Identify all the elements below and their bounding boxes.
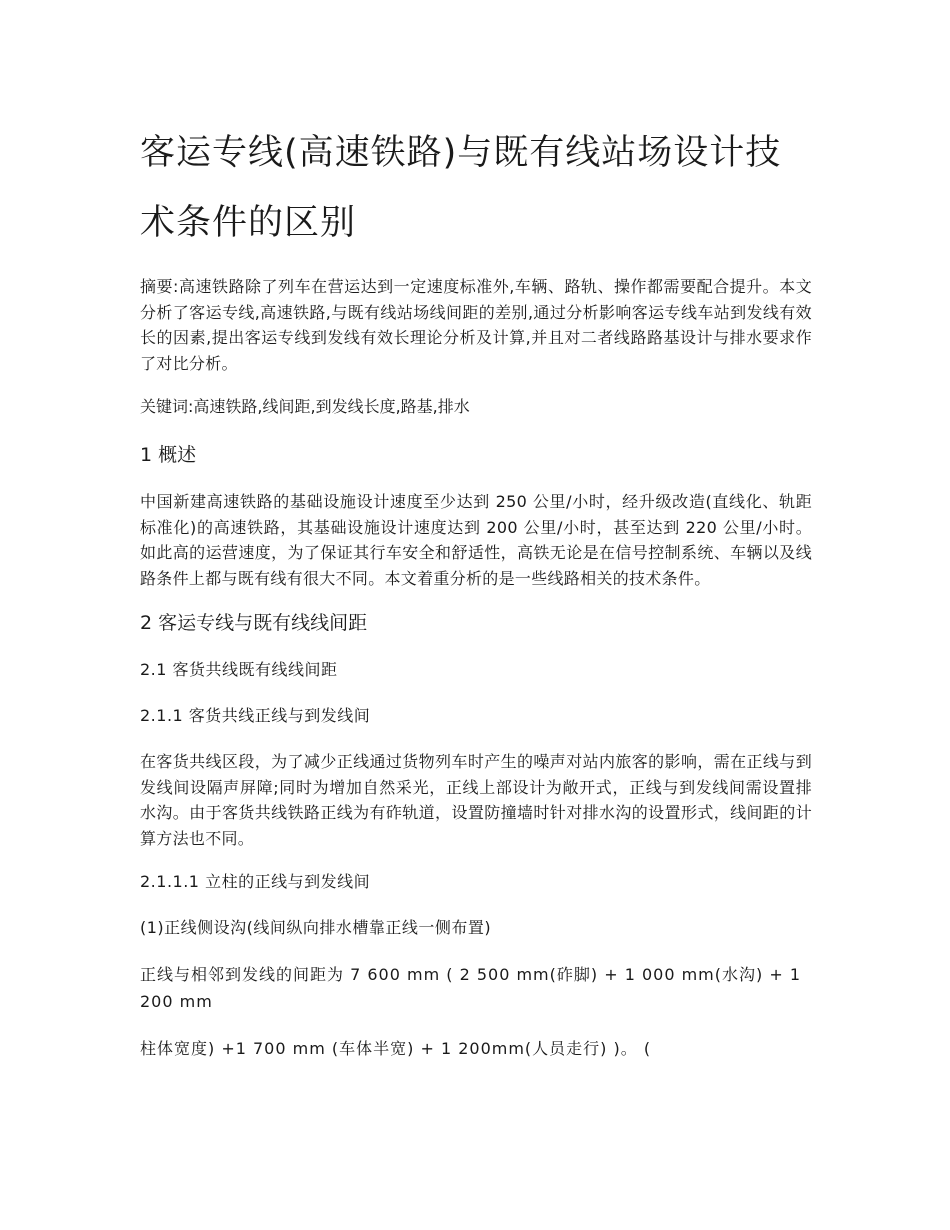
formula-line-2: 柱体宽度) +1 700 mm (车体半宽) + 1 200mm(人员走行) )。 (: [140, 1039, 652, 1058]
section-2-1-heading: 2.1 客货共线既有线线间距: [140, 660, 338, 679]
document-title: 客运专线(高速铁路)与既有线站场设计技术条件的区别: [140, 133, 782, 243]
section-1-heading: 1 概述: [140, 444, 197, 466]
section-2-heading: 2 客运专线与既有线线间距: [140, 612, 368, 634]
list-item-1: (1)正线侧设沟(线间纵向排水槽靠正线一侧布置): [140, 918, 492, 937]
document-page: [140, 118, 812, 1082]
section-2-1-1-1-heading: 2.1.1.1 立柱的正线与到发线间: [140, 872, 371, 891]
section-2-1-1-heading: 2.1.1 客货共线正线与到发线间: [140, 706, 371, 725]
section-1-body: 中国新建高速铁路的基础设施设计速度至少达到 250 公里/小时，经升级改造(直线化、轨距标准化)的高速铁路，其基础设施设计速度达到 200 公里/小时，甚至达到 220 公里/小时。如此高的运营速度，为了保证其行车安全和舒适性，高铁无论是在信号控制系统、车辆以及线路条件上都与既有线有很大不同。本文着重分析的是一些线路相关的技术条件。: [140, 492, 812, 588]
keywords: 关键词:高速铁路,线间距,到发线长度,路基,排水: [140, 397, 470, 416]
formula-line-1: 正线与相邻到发线的间距为 7 600 mm ( 2 500 mm(砟脚) + 1 000 mm(水沟) + 1 200 mm: [140, 965, 801, 1011]
abstract: 摘要:高速铁路除了列车在营运达到一定速度标准外,车辆、路轨、操作都需要配合提升。本文分析了客运专线,高速铁路,与既有线站场线间距的差别,通过分析影响客运专线车站到发线有效长的因素,提出客运专线到发线有效长理论分析及计算,并且对二者线路路基设计与排水要求作了对比分析。: [140, 277, 812, 373]
section-2-1-1-body: 在客货共线区段，为了减少正线通过货物列车时产生的噪声对站内旅客的影响，需在正线与到发线间设隔声屏障;同时为增加自然采光，正线上部设计为敞开式，正线与到发线间需设置排水沟。由于客货共线铁路正线为有砟轨道，设置防撞墙时针对排水沟的设置形式，线间距的计算方法也不同。: [140, 752, 812, 848]
